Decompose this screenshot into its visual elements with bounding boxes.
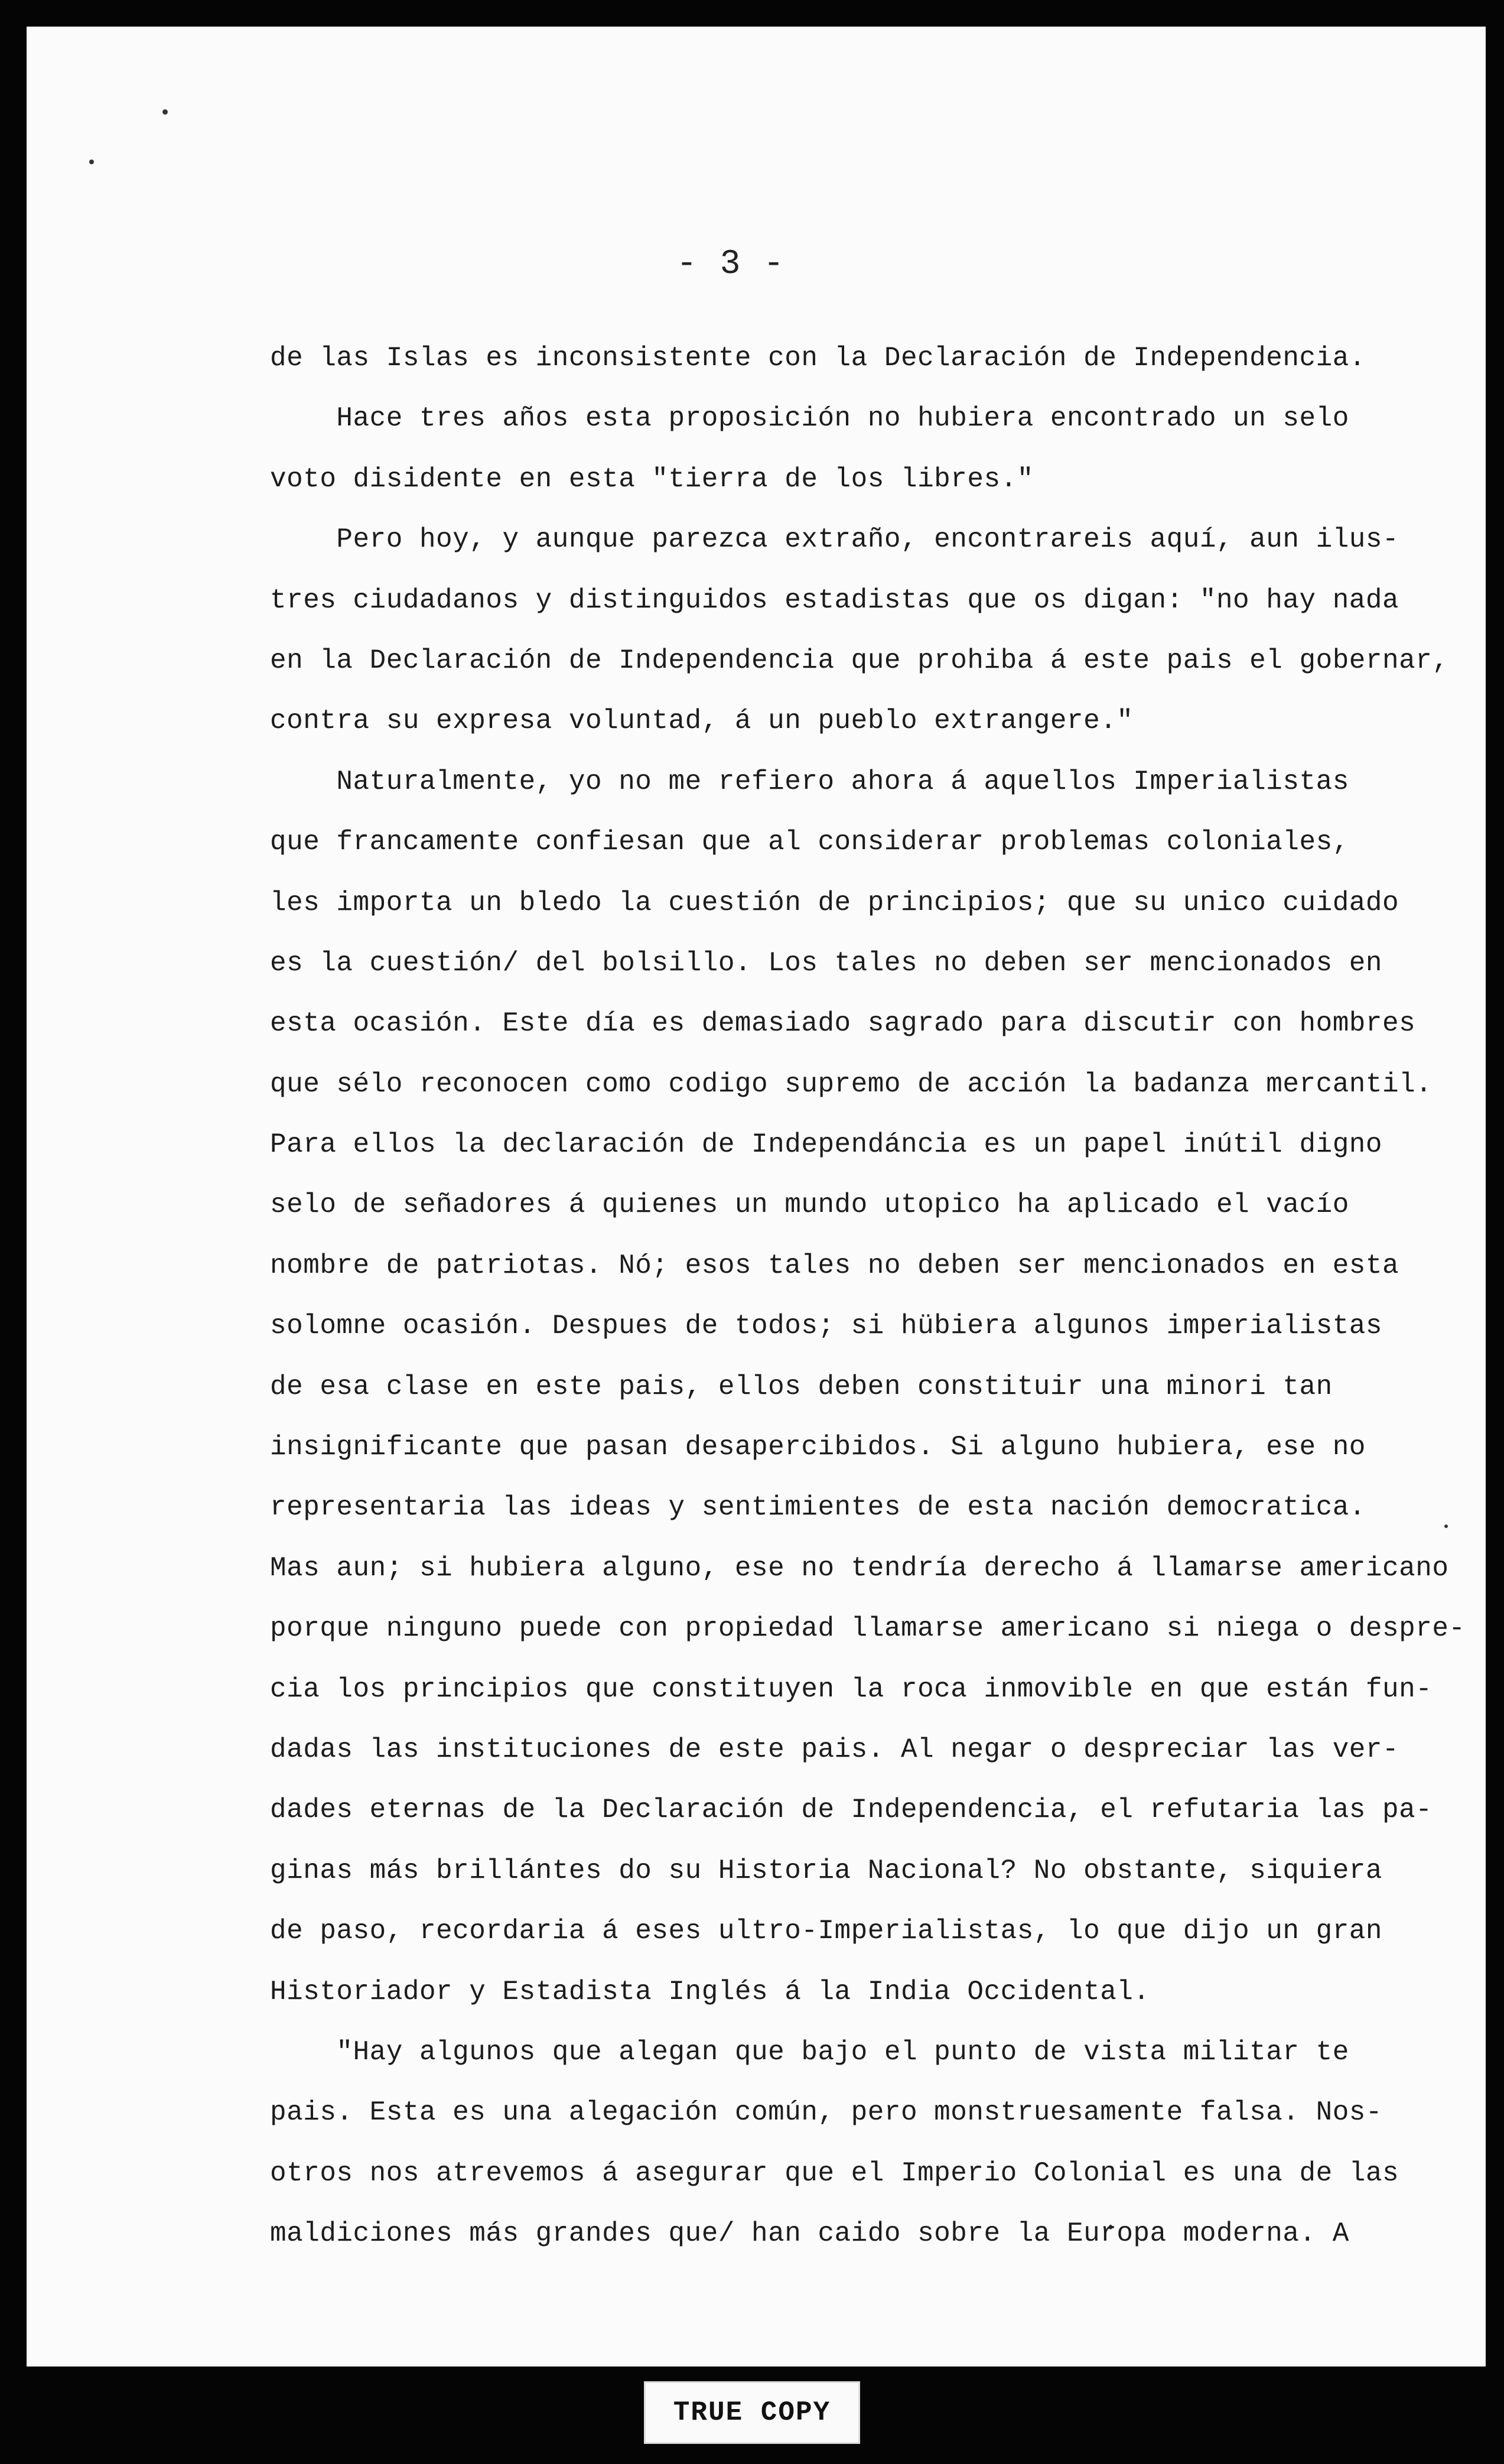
text-line: tres ciudadanos y distinguidos estadistas que os digan: "no hay nada: [270, 584, 1399, 616]
text-line: nombre de patriotas. Nó; esos tales no deben ser mencionados en esta: [270, 1250, 1399, 1281]
scan-speck: [1444, 1524, 1448, 1528]
text-line: en la Declaración de Independencia que prohiba á este pais el gobernar,: [270, 645, 1449, 676]
text-line: de esa clase en este pais, ellos deben constituir una minori tan: [270, 1371, 1333, 1402]
text-line: cia los principios que constituyen la roca inmovible en que están fun-: [270, 1673, 1433, 1705]
page-number: - 3 -: [676, 245, 786, 284]
text-line: otros nos atrevemos á asegurar que el Imperio Colonial es una de las: [270, 2157, 1399, 2189]
text-line: insignificante que pasan desapercibidos. Si alguno hubiera, ese no: [270, 1432, 1366, 1463]
text-line: porque ninguno puede con propiedad llamarse americano si niega o despre-: [270, 1613, 1466, 1644]
true-copy-stamp: TRUE COPY: [644, 2381, 860, 2444]
text-line: "Hay algunos que alegan que bajo el punto de vista militar te: [270, 2036, 1349, 2068]
text-line: Naturalmente, yo no me refiero ahora á aquellos Imperialistas: [270, 766, 1349, 797]
text-line: Hace tres años esta proposición no hubiera encontrado un selo: [270, 403, 1349, 434]
text-line: maldiciones más grandes que/ han caido sobre la Europa moderna. A: [270, 2218, 1349, 2250]
text-line: es la cuestión/ del bolsillo. Los tales no deben ser mencionados en: [270, 947, 1383, 979]
text-line: voto disidente en esta "tierra de los libres.": [270, 463, 1034, 495]
document-page: [27, 27, 1486, 2367]
scan-speck: [89, 160, 94, 164]
body-text: [270, 328, 1466, 2264]
text-line: Mas aun; si hubiera alguno, ese no tendría derecho á llamarse americano: [270, 1552, 1449, 1584]
text-line: Historiador y Estadista Inglés á la India Occidental.: [270, 1976, 1150, 2007]
text-line: les importa un bledo la cuestión de principios; que su unico cuidado: [270, 887, 1399, 918]
text-line: pais. Esta es una alegación común, pero monstruesamente falsa. Nos-: [270, 2097, 1383, 2128]
text-line: esta ocasión. Este día es demasiado sagrado para discutir con hombres: [270, 1008, 1416, 1039]
text-line: solomne ocasión. Despues de todos; si hübiera algunos imperialistas: [270, 1311, 1383, 1342]
text-line: Para ellos la declaración de Independáncia es un papel inútil digno: [270, 1129, 1383, 1161]
text-line: representaria las ideas y sentimientes de esta nación democratica.: [270, 1492, 1366, 1523]
text-line: contra su expresa voluntad, á un pueblo extrangere.": [270, 706, 1134, 737]
text-line: dadas las instituciones de este pais. Al negar o despreciar las ver-: [270, 1734, 1399, 1765]
text-line: que francamente confiesan que al considerar problemas coloniales,: [270, 827, 1349, 858]
scan-speck: [162, 109, 168, 115]
text-line: de las Islas es inconsistente con la Declaración de Independencia.: [270, 343, 1366, 373]
text-line: ginas más brillántes do su Historia Nacional? No obstante, siquiera: [270, 1855, 1383, 1886]
text-line: que sélo reconocen como codigo supremo de acción la badanza mercantil.: [270, 1068, 1433, 1100]
text-line: dades eternas de la Declaración de Independencia, el refutaria las pa-: [270, 1795, 1433, 1826]
text-line: selo de señadores á quienes un mundo utopico ha aplicado el vacío: [270, 1189, 1349, 1221]
text-line: Pero hoy, y aunque parezca extraño, encontrareis aquí, aun ilus-: [270, 524, 1399, 555]
text-line: de paso, recordaria á eses ultro-Imperialistas, lo que dijo un gran: [270, 1916, 1383, 1947]
